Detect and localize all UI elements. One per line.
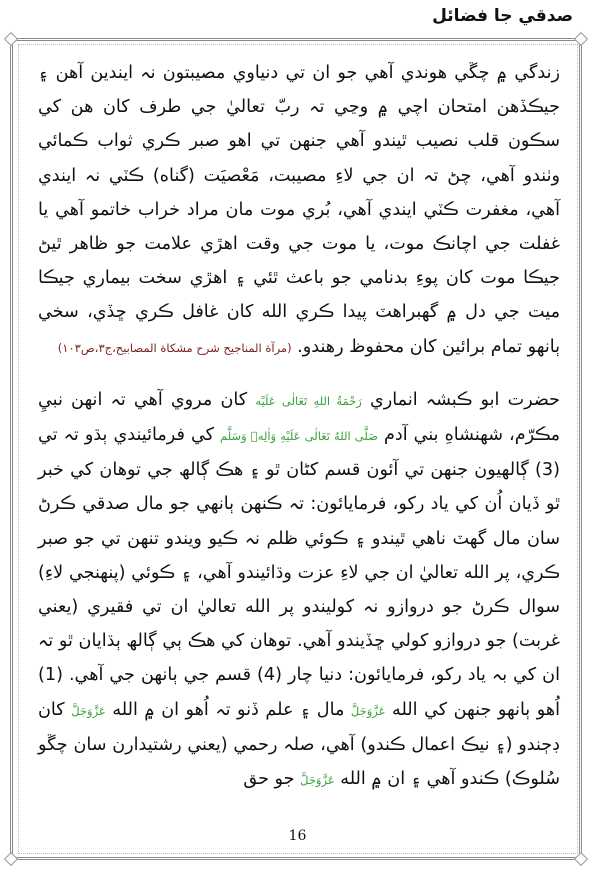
page-header-title: صدقي جا فضائل bbox=[432, 6, 573, 26]
honorific: عَزَّوَجَلَّ bbox=[350, 703, 386, 718]
paragraph-1 bbox=[38, 56, 560, 365]
paragraph-text: مال ۽ علم ڏنو تہ اُهو ان ۾ الله bbox=[112, 699, 345, 720]
honorific: صَلَّى اللهُ تَعَالٰى عَلَيْهِ وَاٰلِهٖ وَسَلَّم bbox=[220, 429, 378, 444]
paragraph-text: جو حق bbox=[243, 769, 295, 790]
paragraph-text: کي فرمائيندي ٻڌو تہ تي (3) ڳالهيون جنهن تي آئون قسم کڻان ٿو ۽ هڪ ڳالھ جي توهان کي خبر ٿو ڏيان اُن کي ياد رکو، فرمايائون: تہ ڪنهن ٻانهي جو مال صدقي ڪرڻ سان مال گهٽ ناهي ٿيندو ۽ ڪوئي ظلم نہ ڪيو ويندو تنهن تي جو صبر ڪري، پر الله تعاليٰ ان جي لاءِ عزت وڌائيندو آهي، ۽ ڪوئي (پنهنجي لاءِ) سوال ڪرڻ جو دروازو نہ کوليندو پر الله تعاليٰ ان تي فقيري (يعني غربت) جو دروازو کولي ڇڏيندو آهي. توهان کي هڪ ٻي ڳالھ ٻڌايان ٿو تہ ان کي بہ ياد رکو، فرمايائون: دنيا چار (4) قسم جي ٻانهن جي آهي. (1) اُهو ٻانهو جنهن کي الله bbox=[38, 425, 560, 720]
paragraph-text: زندگي ۾ چڱي هوندي آهي جو ان تي دنياوي مصيبتون نہ ايندين آهن ۽ جيڪڏهن امتحان اچي ۾ وڃي تہ ربّ تعاليٰ جي طرف کان هن کي سڪون قلب نصيب ٿيندو آهي جنهن تي اهو صبر ڪري ثواب ڪمائي وٺندو آهي، چڻ تہ ان جي لاءِ مصيبت، مَعْصيَت (گناه) ڪٽي نہ ايندي آهي، مغفرت ڪٽي ايندي آهي، بُري موت مان مراد خراب خاتمو آهي يا غفلت جي اچانڪ موت، يا موت جي وقت اهڙي علامت جو ظاهر ٿيڻ جيڪا موت کان پوءِ بدنامي جو باعث ٿئي ۽ اهڙي سخت بيماري جيڪا ميت جي دل ۾ گهبراهٽ پيدا ڪري الله کان غافل ڪري ڇڏي، سخي ٻانهو تمام برائين کان محفوظ رهندو. bbox=[38, 63, 560, 357]
honorific: رَحْمَةُ اللهِ تَعَالٰى عَلَيْه bbox=[255, 393, 362, 408]
honorific: عَزَّوَجَلَّ bbox=[300, 773, 335, 788]
paragraph-text: حضرت ابو ڪبشہ انماري bbox=[370, 389, 561, 410]
paragraph-text: کان ڊڄندو (۽ نيڪ اعمال ڪندو) آهي، صلہ رحمي (يعني رشتيدارن سان چڱو سُلوڪ) ڪندو آهي ۽ ان ۾ الله bbox=[38, 699, 560, 790]
paragraph-text: کان مروي آهي تہ انهن نبيِ مڪرّم، شهنشاهِ بني آدم bbox=[38, 389, 561, 446]
honorific: عَزَّوَجَلَّ bbox=[71, 703, 106, 718]
reference-citation: (مرآة المناجيح شرح مشكاة المصابيح،ج٣،ص١٠٣) bbox=[57, 340, 292, 355]
paragraph-2 bbox=[38, 383, 560, 797]
page-number: 16 bbox=[288, 828, 307, 844]
page-body bbox=[38, 56, 560, 797]
